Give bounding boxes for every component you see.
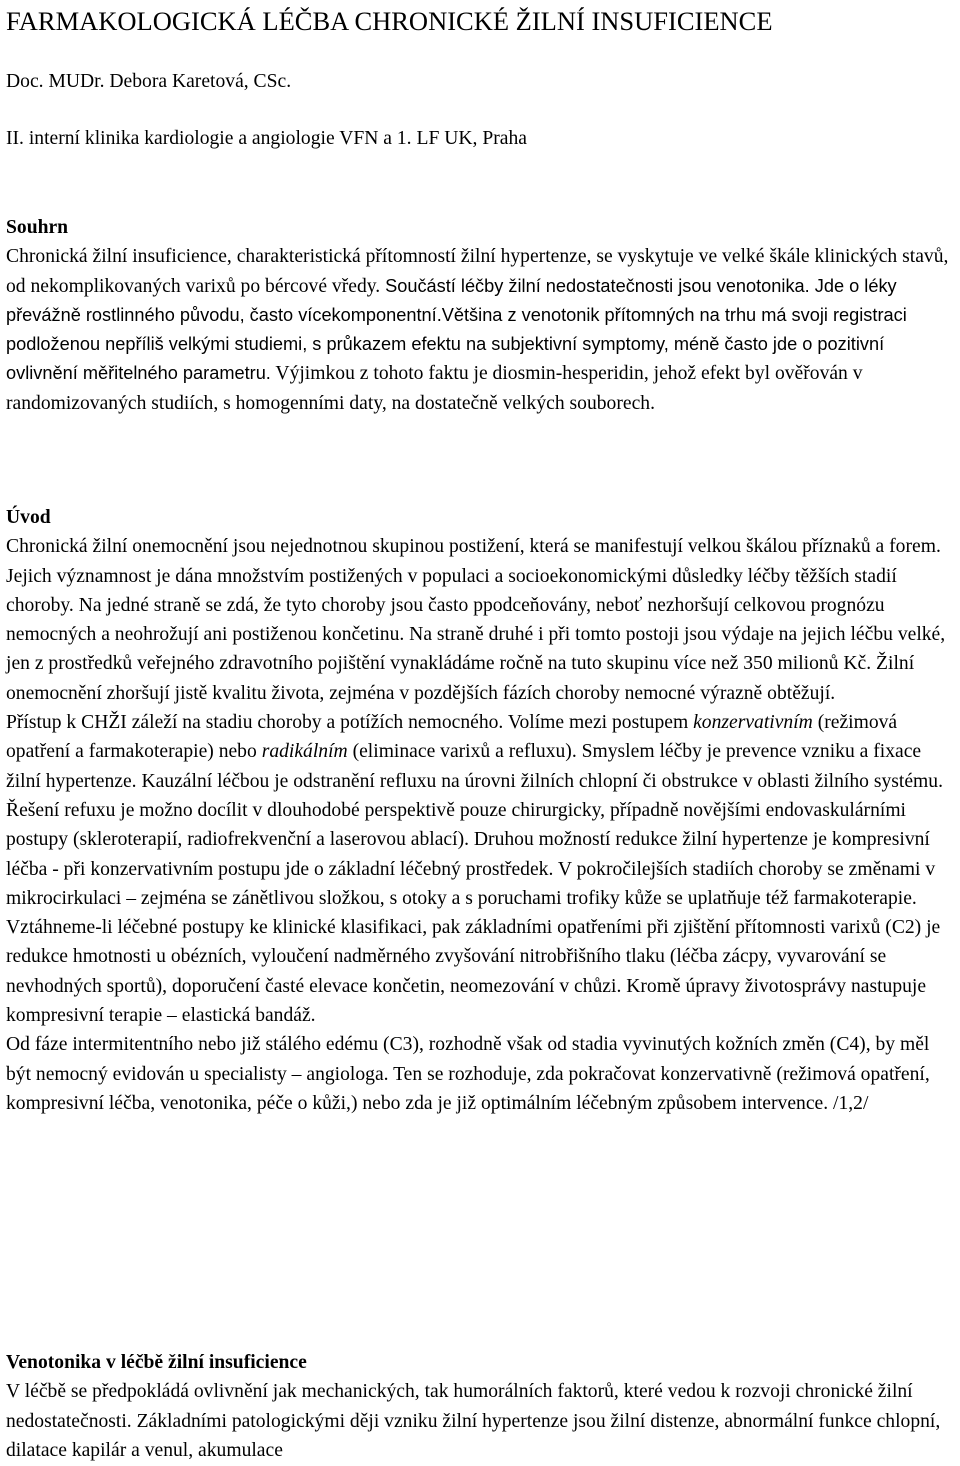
section-uvod: [6, 503, 954, 1118]
souhrn-text-1: Chronická žilní insuficience, charakteristická přítomností žilní hypertenze, se vyskytuje ve velké škále klinických stavů, od nekomplikovaných varixů po bércové vředy.: [6, 246, 949, 297]
author-line: Doc. MUDr. Debora Karetová, CSc.: [6, 71, 292, 92]
document-title: FARMAKOLOGICKÁ LÉČBA CHRONICKÉ ŽILNÍ INSUFICIENCE: [6, 6, 773, 36]
souhrn-paragraph: [6, 242, 954, 418]
venotonika-paragraph-1: V léčbě se předpokládá ovlivnění jak mechanických, tak humorálních faktorů, které vedou k rozvoji chronické žilní nedostatečnosti. Základními patologickými ději vzniku žilní hypertenze jsou žilní distenze, abnormální funkce chlopní, dilatace kapilár a venul, akumulace: [6, 1381, 941, 1461]
affiliation-line: II. interní klinika kardiologie a angiologie VFN a 1. LF UK, Praha: [6, 128, 527, 149]
uvod-paragraph-2: [6, 708, 954, 913]
uvod-paragraph-1: Chronická žilní onemocnění jsou nejednotnou skupinou postižení, která se manifestují velkou škálou příznaků a forem. Jejich významnost je dána množstvím postižených v populaci a socioekonomickými důsledky léčby těžších stadií choroby. Na jedné straně se zdá, že tyto choroby jsou často ppodceňovány, neboť nezhoršují celkovou prognózu nemocných a neohrožují ani postiženou končetinu. Na straně druhé i při tomto postoji jsou výdaje na jejich léčbu velké, jen z prostředků veřejného zdravotního pojištění vynakládáme ročně na tuto skupinu více než 350 milionů Kč. Žilní onemocnění zhoršují jistě kvalitu života, zejména v pozdějších fázích choroby nemocné výrazně obtěžují.: [6, 536, 946, 704]
section-venotonika: [6, 1348, 954, 1465]
uvod-p2-emphasis-2: radikálním: [261, 741, 348, 763]
section-souhrn: [6, 213, 954, 418]
section-heading-venotonika: Venotonika v léčbě žilní insuficience: [6, 1352, 307, 1373]
uvod-paragraph-4: Od fáze intermitentního nebo již stálého edému (C3), rozhodně však od stadia vyvinutých kožních změn (C4), by měl být nemocný evidován u specialisty – angiologa. Ten se rozhoduje, zda pokračovat konzervativně (režimová opatření, kompresivní léčba, venotonika, péče o kůži,) nebo zda je již optimálním léčebným způsobem intervence. /1,2/: [6, 1034, 930, 1114]
uvod-p2-text-a: Přístup k CHŽI záleží na stadiu choroby a potížích nemocného. Volíme mezi postupem: [6, 712, 694, 734]
uvod-p2-emphasis-1: konzervativním: [693, 712, 813, 734]
souhrn-text-2: Součástí léčby žilní nedostatečnosti jsou venotonika. Jde o léky převážně rostlinného původu, často vícekomponentní.Většina z venotonik přítomných na trhu má svoji registraci podloženou nepříliš velkými studiemi, s průkazem efektu na subjektivní symptomy, méně často jde o pozitivní ovlivnění měřitelného parametru.: [6, 275, 907, 384]
souhrn-text-3: Výjimkou z tohoto faktu je diosmin-hesperidin, jehož efekt byl ověřován v randomizovaných studiích, s homogenními daty, na dostatečně velkých souborech.: [6, 363, 863, 414]
section-heading-uvod: Úvod: [6, 507, 51, 528]
uvod-paragraph-3: Vztáhneme-li léčebné postupy ke klinické klasifikaci, pak základními opatřeními při zjištění přítomnosti varixů (C2) je redukce hmotnosti u obézních, vyloučení nadměrného zvyšování nitrobřišního tlaku (léčba zácpy, vyvarování se nevhodných sportů), doporučení časté elevace končetin, neomezování v chůzi. Kromě úpravy životosprávy nastupuje kompresivní terapie – elastická bandáž.: [6, 917, 941, 1027]
uvod-p2-text-c: (eliminace varixů a refluxu). Smyslem léčby je prevence vzniku a fixace žilní hypertenze. Kauzální léčbou je odstranění refluxu na úrovni žilních chlopní či obstrukce v oblasti žilního systému. Řešení refuxu je možno docílit v dlouhodobé perspektivě pouze chirurgicky, případně novějšími endovaskulárními postupy (skleroterapií, radiofrekvenční a laserovou ablací). Druhou možností redukce žilní hypertenze je kompresivní léčba - při konzervativním postupu jde o základní léčebný prostředek. V pokročilejších stadiích choroby se změnami v mikrocirkulaci – zejména se zánětlivou složkou, s otoky a s poruchami trofiky kůže se uplatňuje též farmakoterapie.: [6, 741, 943, 909]
uvod-p2-text-b: (režimová opatření a farmakoterapie) nebo: [6, 712, 898, 763]
section-heading-souhrn: Souhrn: [6, 217, 69, 238]
